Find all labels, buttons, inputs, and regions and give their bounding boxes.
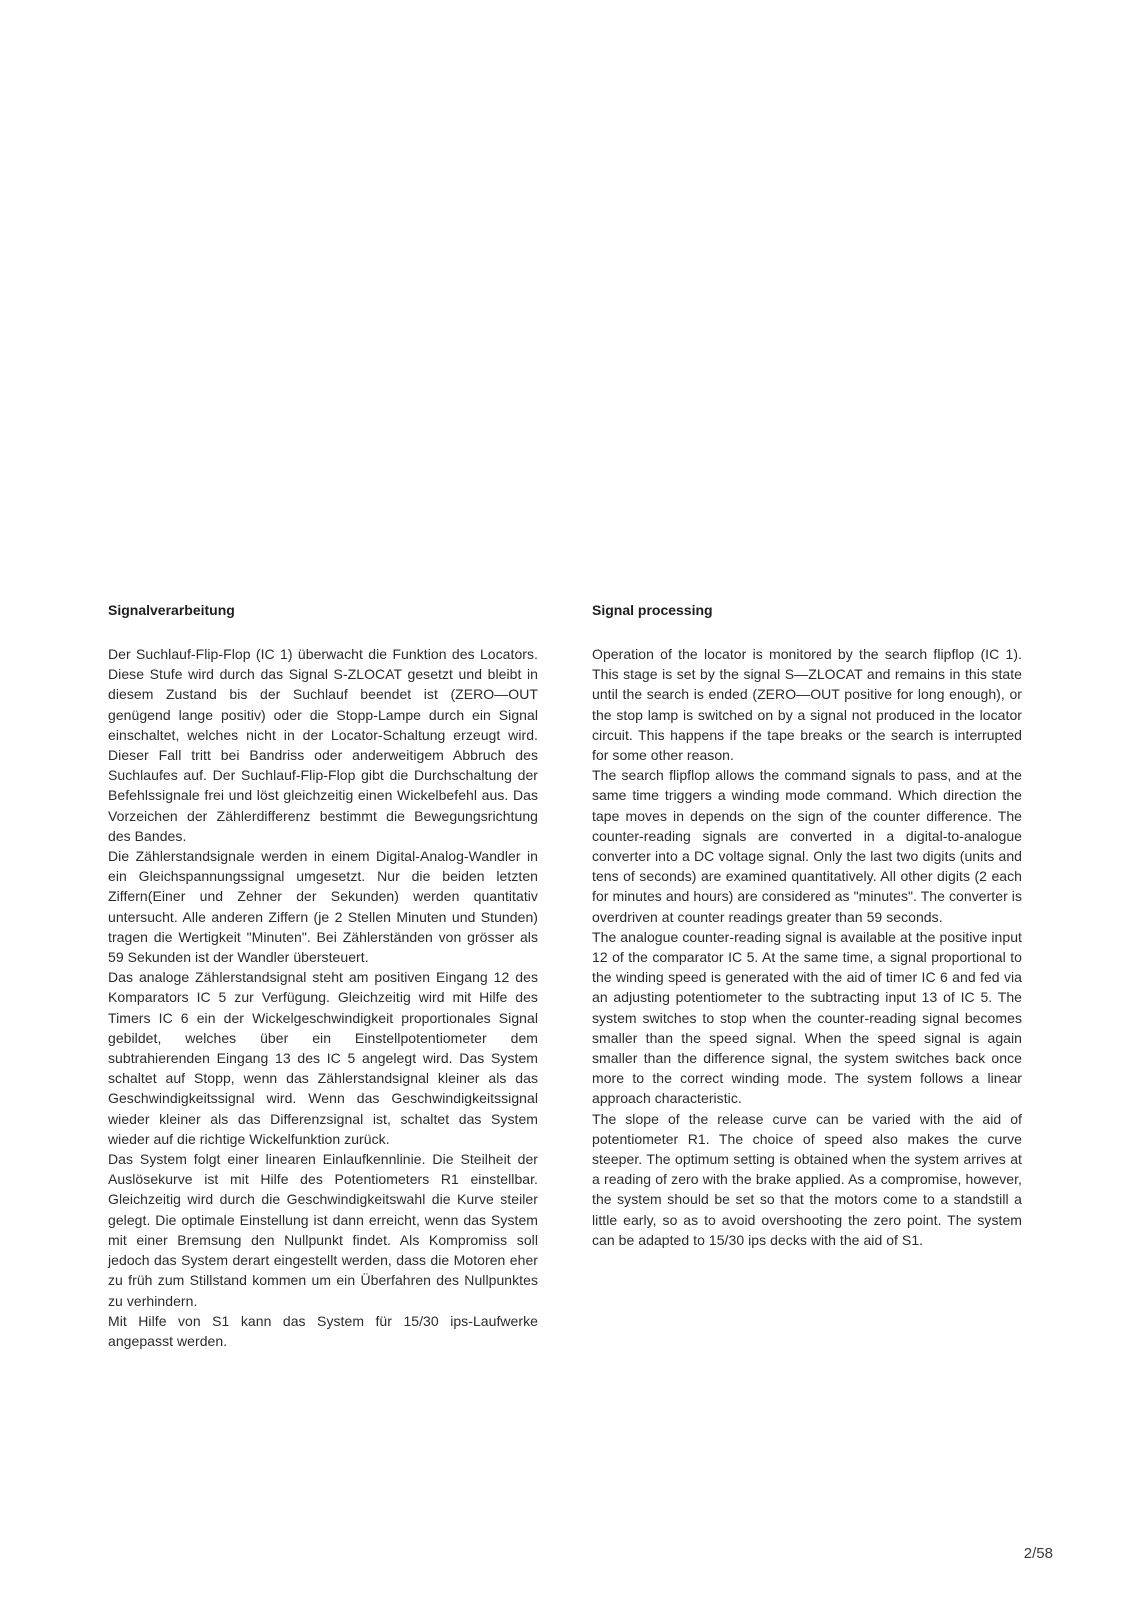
german-paragraph-3: Das analoge Zählerstandsignal steht am positiven Eingang 12 des Komparators IC 5 zur Verfügung. Gleichzeitig wird mit Hilfe des Timers IC 6 ein der Wickelgeschwindigkeit proportionales Signal gebildet, welches über ein Einstellpotentiometer dem subtrahierenden Eingang 13 des IC 5 angelegt wird. Das System schaltet auf Stopp, wenn das Zählerstandsignal kleiner als das Geschwindigkeitssignal wird. Wenn das Geschwindigkeitssignal wieder kleiner als das Differenzsignal ist, schaltet das System wieder auf die richtige Wickelfunktion zurück. (108, 969, 538, 1147)
german-heading: Signalverarbeitung (108, 602, 235, 618)
english-paragraph-1: Operation of the locator is monitored by the search flipflop (IC 1). This stage is set by the signal S—ZLOCAT and remains in this state until the search is ended (ZERO—OUT positive for long enough), or the stop lamp is switched on by a signal not produced in the locator circuit. This happens if the tape breaks or the search is interrupted for some other reason. (592, 646, 1022, 764)
german-paragraph-2: Die Zählerstandsignale werden in einem Digital-Analog-Wandler in ein Gleichspannungssignal umgesetzt. Nur die beiden letzten Ziffern(Einer und Zehner der Sekunden) werden quantitativ untersucht. Alle anderen Ziffern (je 2 Stellen Minuten und Stunden) tragen die Wertigkeit "Minuten". Bei Zählerständen von grösser als 59 Sekunden ist der Wandler übersteuert. (108, 848, 538, 966)
german-paragraph-4: Das System folgt einer linearen Einlaufkennlinie. Die Steilheit der Auslösekurve ist mit Hilfe des Potentiometers R1 einstellbar. Gleichzeitig wird durch die Geschwindigkeitswahl die Kurve steiler gelegt. Die optimale Einstellung ist dann erreicht, wenn das System mit einer Bremsung den Nullpunkt findet. Als Kompromiss soll jedoch das System derart eingestellt werden, dass die Motoren eher zu früh zum Stillstand kommen um ein Überfahren des Nullpunktes zu verhindern. (108, 1151, 538, 1309)
german-column (108, 600, 538, 1351)
english-paragraph-4: The slope of the release curve can be varied with the aid of potentiometer R1. The choice of speed also makes the curve steeper. The optimum setting is obtained when the system arrives at a reading of zero with the brake applied. As a compromise, however, the system should be set so that the motors come to a standstill a little early, so as to avoid overshooting the zero point. The system can be adapted to 15/30 ips decks with the aid of S1. (592, 1110, 1022, 1248)
english-paragraph-2: The search flipflop allows the command signals to pass, and at the same time triggers a winding mode command. Which direction the tape moves in depends on the sign of the counter difference. The counter-reading signals are converted in a digital-to-analogue converter into a DC voltage signal. Only the last two digits (units and tens of seconds) are examined quantitatively. All other digits (2 each for minutes and hours) are considered as "minutes". The converter is overdriven at counter readings greater than 59 seconds. (592, 767, 1022, 925)
english-paragraph-3: The analogue counter-reading signal is available at the positive input 12 of the comparator IC 5. At the same time, a signal proportional to the winding speed is generated with the aid of timer IC 6 and fed via an adjusting potentiometer to the subtracting input 13 of IC 5. The system switches to stop when the counter-reading signal becomes smaller than the speed signal. When the speed signal is again smaller than the difference signal, the system switches back once more to the correct winding mode. The system follows a linear approach characteristic. (592, 928, 1022, 1107)
english-heading: Signal processing (592, 602, 713, 618)
page-number: 2/58 (1023, 1545, 1053, 1562)
english-column (592, 600, 1022, 1250)
german-paragraph-1: Der Suchlauf-Flip-Flop (IC 1) überwacht die Funktion des Locators. Diese Stufe wird durch das Signal S-ZLOCAT gesetzt und bleibt in diesem Zustand bis der Suchlauf beendet ist (ZERO—OUT genügend lange positiv) oder die Stopp-Lampe durch ein Signal einschaltet, welches nicht in der Locator-Schaltung erzeugt wird. Dieser Fall tritt bei Bandriss oder anderweitigem Abbruch des Suchlaufes auf. Der Suchlauf-Flip-Flop gibt die Durchschaltung der Befehlssignale frei und löst gleichzeitig einen Wickelbefehl aus. Das Vorzeichen der Zählerdifferenz bestimmt die Bewegungsrichtung des Bandes. (108, 646, 538, 844)
german-paragraph-5: Mit Hilfe von S1 kann das System für 15/30 ips-Laufwerke angepasst werden. (108, 1312, 538, 1349)
